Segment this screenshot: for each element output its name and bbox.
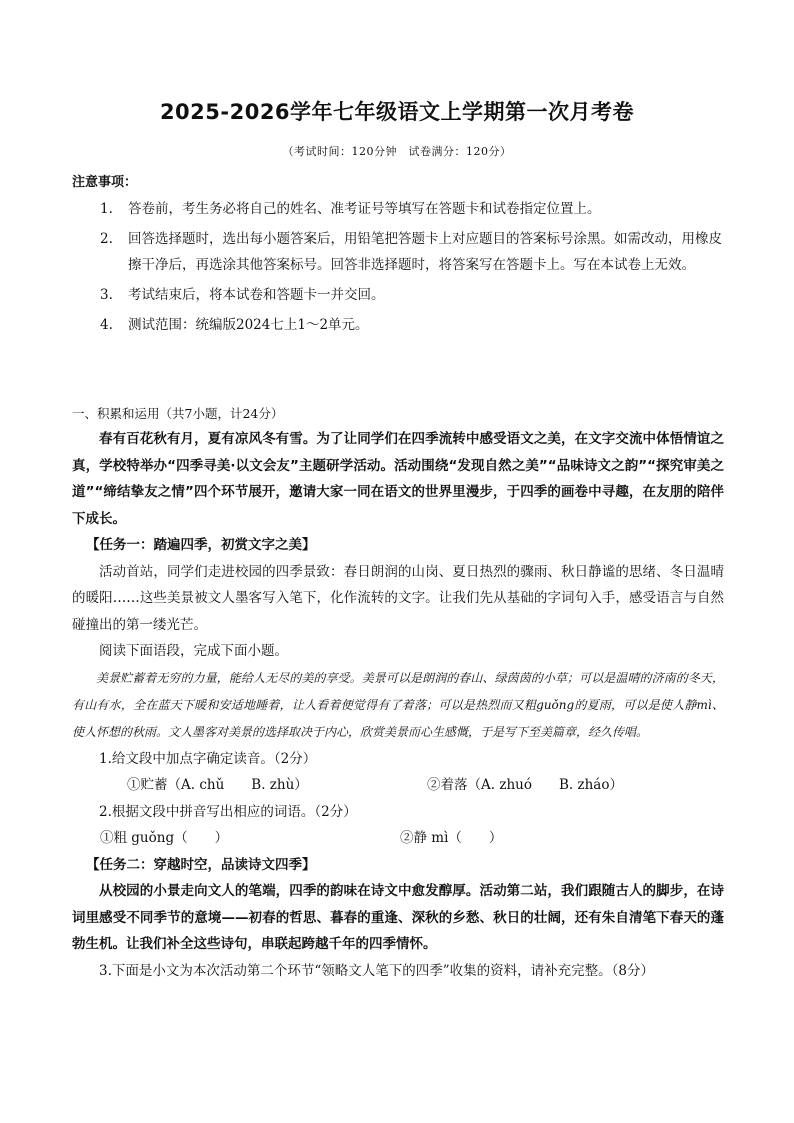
question-1-option-b: ②着落（A. zhuó B. zháo） bbox=[427, 777, 623, 793]
section-body bbox=[72, 426, 724, 984]
question-2: 2.根据文段中拼音写出相应的词语。（2分） bbox=[99, 803, 357, 820]
question-2-blanks bbox=[72, 825, 724, 852]
notice-item bbox=[100, 312, 730, 338]
task2-heading: 【任务二：穿越时空，品读诗文四季】 bbox=[86, 856, 316, 873]
task1-paragraph: 活动首站，同学们走进校园的四季景致：春日朗润的山岗、夏日热烈的骤雨、秋日静谧的思绪、冬日温晴的暖阳……这些美景被文人墨客写入笔下，化作流转的文字。让我们先从基础的字词句入手，感受语言与自然碰撞出的第一缕光芒。 bbox=[72, 563, 724, 633]
notice-item-text: 测试范围：统编版2024七上1～2单元。 bbox=[128, 317, 369, 333]
notice-item-text: 考试结束后，将本试卷和答题卡一并交回。 bbox=[128, 287, 385, 303]
question-1-option-a: ①贮蓄（A. chǔ B. zhù） bbox=[127, 777, 308, 793]
notice-item-number: 3. bbox=[100, 287, 113, 303]
task1-heading: 【任务一：踏遍四季，初赏文字之美】 bbox=[86, 537, 316, 553]
notice-item-text: 回答选择题时，选出每小题答案后，用铅笔把答题卡上对应题目的答案标号涂黑。如需改动，用橡皮擦干净后，再选涂其他答案标号。回答非选择题时，将答案写在答题卡上。写在本试卷上无效。 bbox=[128, 231, 722, 273]
page-title: 2025-2026学年七年级语文上学期第一次月考卷 bbox=[159, 100, 635, 124]
question-3: 3.下面是小文为本次活动第二个环节“领略文人笔下的四季”收集的资料，请补充完整。（8分） bbox=[99, 962, 655, 979]
intro-paragraph: 春有百花秋有月，夏有凉风冬有雪。为了让同学们在四季流转中感受语文之美，在文字交流中体悟情谊之真，学校特举办“四季寻美·以文会友”主题研学活动。活动围绕“发现自然之美”“品味诗文之韵”“探究审美之道”“缔结挚友之情”四个环节展开，邀请大家一同在语文的世界里漫步，于四季的画卷中寻趣，在友朋的陪伴下成长。 bbox=[72, 431, 724, 527]
question-2-blank-b: ②静 mì（ ） bbox=[400, 830, 503, 846]
notice-item bbox=[100, 282, 730, 308]
question-1-options bbox=[72, 772, 724, 799]
notice-heading: 注意事项： bbox=[72, 175, 138, 190]
reading-passage: 美景贮蓄着无穷的力量，能给人无尽的美的享受。美景可以是朗润的春山、绿茵茵的小草；可以是温晴的济南的冬天，有山有水，全在蓝天下暖和安适地睡着，让人看着便觉得有了着落；可以是热烈而又粗guǒng的夏雨，可以是使人静mì、使人怀想的秋雨。文人墨客对美景的选择取决于内心，欣赏美景而心生感慨，于是写下至美篇章，经久传唱。 bbox=[72, 670, 724, 739]
notice-item-number: 2. bbox=[100, 231, 113, 247]
question-2-blank-a: ①粗 guǒng（ ） bbox=[100, 830, 229, 846]
notice-item bbox=[100, 196, 730, 222]
notice-list bbox=[100, 196, 730, 342]
notice-item-number: 4. bbox=[100, 317, 113, 333]
reading-instruction: 阅读下面语段，完成下面小题。 bbox=[99, 643, 288, 659]
notice-item-number: 1. bbox=[100, 201, 113, 217]
question-1: 1.给文段中加点字确定读音。（2分） bbox=[99, 750, 317, 767]
task2-paragraph: 从校园的小景走向文人的笔端，四季的韵味在诗文中愈发醇厚。活动第二站，我们跟随古人的脚步，在诗词里感受不同季节的意境——初春的哲思、暮春的重逢、深秋的乡愁、秋日的壮阔，还有朱自清笔下春天的蓬勃生机。让我们补全这些诗句，串联起跨越千年的四季情怀。 bbox=[72, 883, 724, 952]
section-heading: 一、积累和运用（共7小题，计24分） bbox=[72, 406, 284, 421]
exam-info: （考试时间：120分钟 试卷满分：120分） bbox=[282, 145, 512, 158]
notice-item-text: 答卷前，考生务必将自己的姓名、准考证号等填写在答题卡和试卷指定位置上。 bbox=[128, 201, 601, 217]
notice-item bbox=[100, 226, 730, 278]
